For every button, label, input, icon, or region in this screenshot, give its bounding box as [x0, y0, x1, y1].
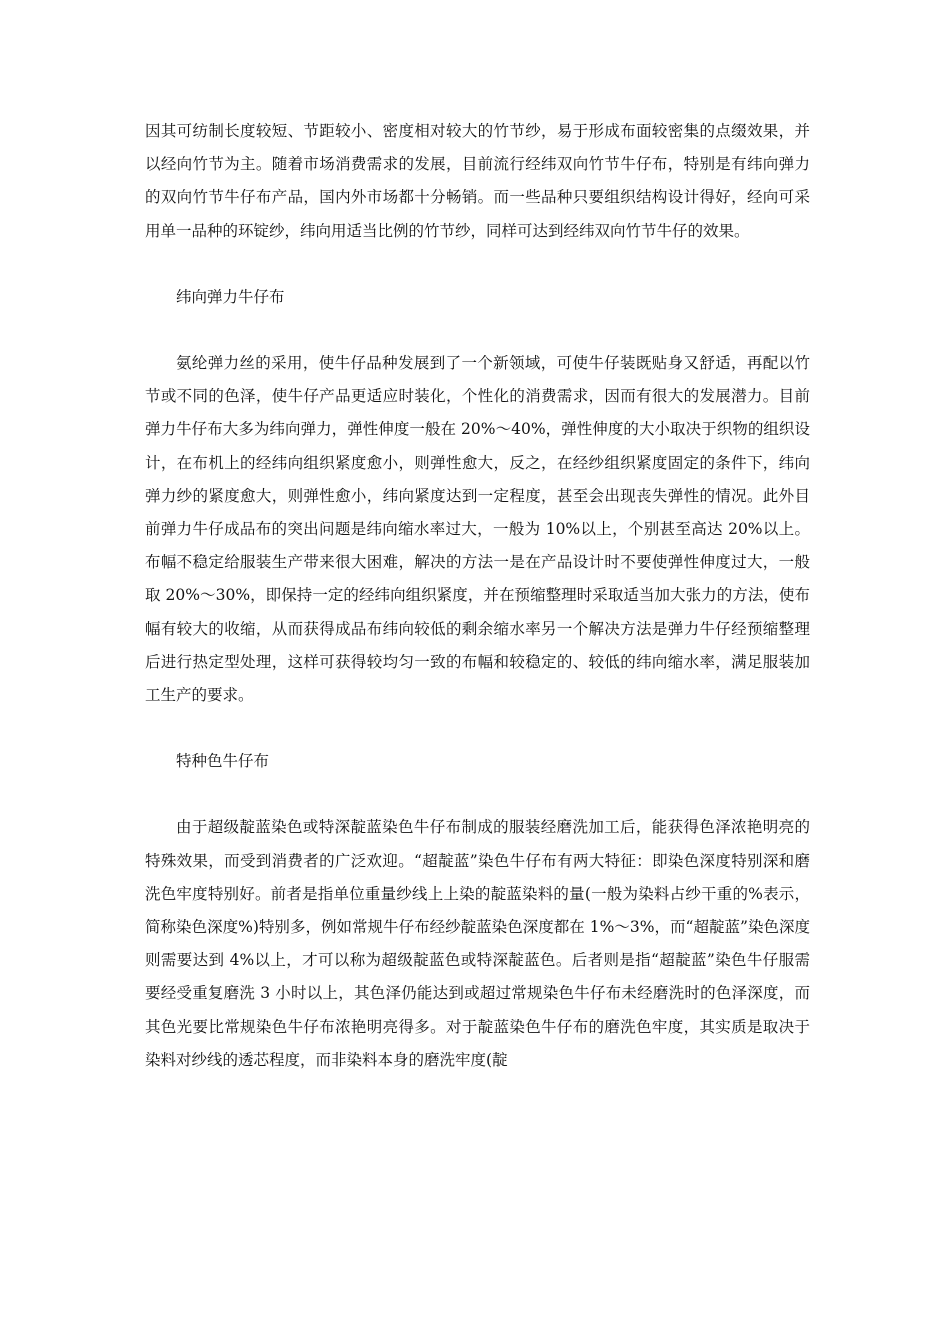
paragraph-gap	[145, 314, 810, 347]
paragraph-bamboo-yarn: 因其可纺制长度较短、节距较小、密度相对较大的竹节纱，易于形成布面较密集的点缀效果，并以经向竹节为主。随着市场消费需求的发展，目前流行经纬双向竹节牛仔布，特别是有纬向弹力的双向竹节牛仔布产品，国内外市场都十分畅销。而一些品种只要组织结构设计得好，经向可采用单一品种的环锭纱，纬向用适当比例的竹节纱，同样可达到经纬双向竹节牛仔的效果。	[145, 122, 810, 240]
document-page	[145, 115, 810, 1077]
paragraph-super-indigo: 由于超级靛蓝染色或特深靛蓝染色牛仔布制成的服装经磨洗加工后，能获得色泽浓艳明亮的特殊效果，而受到消费者的广泛欢迎。“超靛蓝”染色牛仔布有两大特征：即染色深度特别深和磨洗色牢度特别好。前者是指单位重量纱线上上染的靛蓝染料的量(一般为染料占纱干重的%表示，简称染色深度%)特别多，例如常规牛仔布经纱靛蓝染色深度都在 1%～3%，而“超靛蓝”染色深度则需要达到 4%以上，才可以称为超级靛蓝色或特深靛蓝色。后者则是指“超靛蓝”染色牛仔服需要经受重复磨洗 3 小时以上，其色泽仍能达到或超过常规染色牛仔布未经磨洗时的色泽深度，而其色光要比常规染色牛仔布浓艳明亮得多。对于靛蓝染色牛仔布的磨洗色牢度，其实质是取决于染料对纱线的透芯程度，而非染料本身的磨洗牢度(靛	[145, 818, 810, 1069]
paragraph-gap	[145, 248, 810, 281]
paragraph-gap	[145, 778, 810, 811]
paragraph-gap	[145, 712, 810, 745]
section-heading-special-color-denim: 特种色牛仔布	[176, 752, 270, 771]
section-heading-weft-stretch-denim: 纬向弹力牛仔布	[176, 287, 285, 306]
paragraph-spandex-stretch: 氨纶弹力丝的采用，使牛仔品种发展到了一个新领域，可使牛仔装既贴身又舒适，再配以竹节或不同的色泽，使牛仔产品更适应时装化，个性化的消费需求，因而有很大的发展潜力。目前弹力牛仔布大多为纬向弹力，弹性伸度一般在 20%～40%，弹性伸度的大小取决于织物的组织设计，在布机上的经纬向组织紧度愈小，则弹性愈大，反之，在经纱组织紧度固定的条件下，纬向弹力纱的紧度愈大，则弹性愈小，纬向紧度达到一定程度，甚至会出现丧失弹性的情况。此外目前弹力牛仔成品布的突出问题是纬向缩水率过大，一般为 10%以上，个别甚至高达 20%以上。布幅不稳定给服装生产带来很大困难，解决的方法一是在产品设计时不要使弹性伸度过大，一般取 20%～30%，即保持一定的经纬向组织紧度，并在预缩整理时采取适当加大张力的方法，使布幅有较大的收缩，从而获得成品布纬向较低的剩余缩水率另一个解决方法是弹力牛仔经预缩整理后进行热定型处理，这样可获得较均匀一致的布幅和较稳定的、较低的纬向缩水率，满足服装加工生产的要求。	[145, 354, 810, 705]
